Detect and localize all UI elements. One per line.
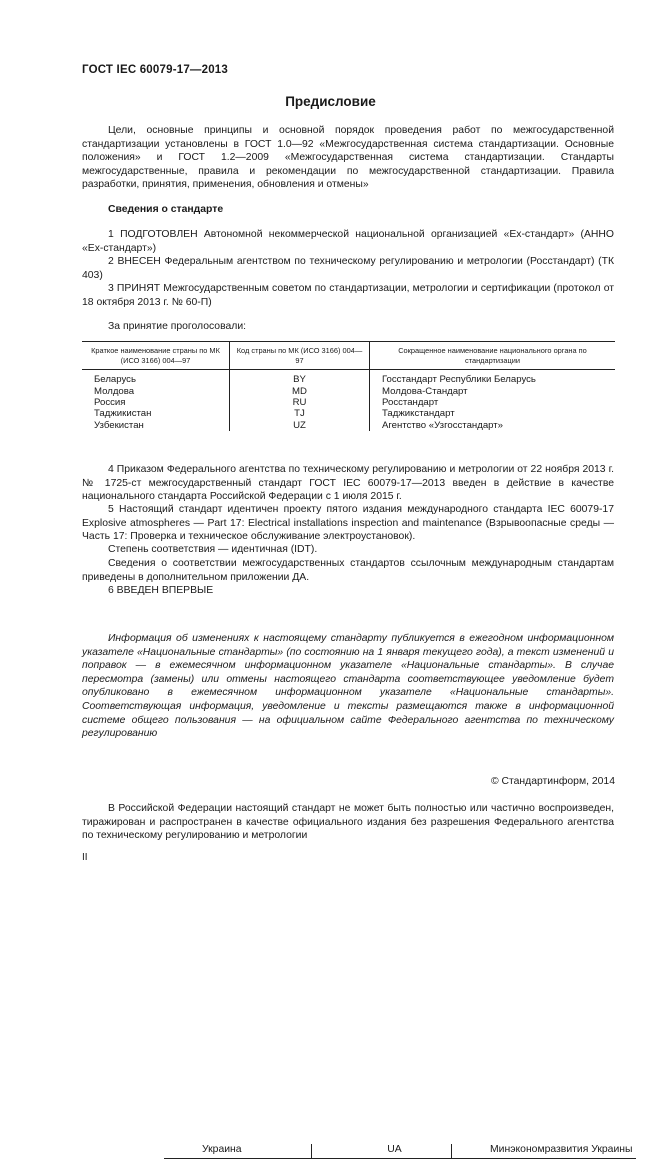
legal-notice: В Российской Федерации настоящий стандарт не может быть полностью или частично воспроизведен, тиражирован и распространен в качестве официального издания без разрешения Федерального агентства по техническому регулированию и метрологии <box>82 803 614 842</box>
references-line: Сведения о соответствии межгосударственных стандартов ссылочным международным стандартам приведены в дополнительном приложении ДА. <box>82 558 614 583</box>
body-cell: Агентство «Узгосстандарт» <box>370 420 616 431</box>
header-body: Сокращенное наименование национального органа по стандартизации <box>370 342 616 370</box>
table-row <box>82 386 615 397</box>
code-cell: UZ <box>230 420 370 431</box>
header-code: Код страны по МК (ИСО 3166) 004—97 <box>230 342 370 370</box>
table-header-row <box>82 342 615 370</box>
code-cell: TJ <box>230 408 370 419</box>
item-6: 6 ВВЕДЕН ВПЕРВЫЕ <box>108 585 214 596</box>
body-cell: Росстандарт <box>370 397 616 408</box>
country-cell: Россия <box>94 397 126 408</box>
body-cell: Госстандарт Республики Беларусь <box>370 370 616 386</box>
info-notice: Информация об изменениях к настоящему стандарту публикуется в ежегодном информационном указателе «Национальные стандарты» (по состоянию на 1 января текущего года), а текст изменений и поправок — в ежемесячном информационном указателе «Национальные стандарты». В случае пересмотра (замены) или отмены настоящего стандарта соответствующее уведомление будет опубликовано в ежемесячном информационном указателе «Национальные стандарты». Соответствующая информация, уведомление и тексты размещаются также в информационной системе общего пользования — на официальном сайте Федерального агентства по техническому регулированию <box>82 633 614 740</box>
table-row <box>82 397 615 408</box>
country-cell: Украина <box>164 1144 312 1159</box>
document-header: ГОСТ IEC 60079-17—2013 <box>82 64 228 76</box>
country-cell: Молдова <box>94 385 135 397</box>
body-cell: Минэкономразвития Украины <box>452 1144 637 1159</box>
vote-label: За принятие проголосовали: <box>108 321 247 332</box>
table-row <box>164 1144 661 1159</box>
conformity-line: Степень соответствия — идентичная (IDT). <box>108 544 318 555</box>
table-row <box>82 408 615 419</box>
item-3: 3 ПРИНЯТ Межгосударственным советом по стандартизации, метрологии и сертификации (протокол от 18 октября 2013 г. № 60-П) <box>82 283 614 308</box>
code-cell: UA <box>312 1144 452 1159</box>
country-cell: Таджикистан <box>94 408 152 420</box>
body-cell: Молдова-Стандарт <box>370 386 616 397</box>
code-cell: BY <box>230 370 370 386</box>
country-cell: Узбекистан <box>94 419 144 431</box>
page-title: Предисловие <box>285 94 376 109</box>
header-country: Краткое наименование страны по МК (ИСО 3166) 004—97 <box>82 342 230 370</box>
code-cell: RU <box>230 397 370 408</box>
table-row <box>82 420 615 431</box>
table-row <box>82 370 615 386</box>
item-5: 5 Настоящий стандарт идентичен проекту пятого издания международного стандарта IEC 60079-17 Explosive atmospheres — Part 17: Electrical installations inspection and maintenance (Взрывоопасные среды — Часть 17: Проверка и техническое обслуживание электроустановок). <box>82 504 614 543</box>
section-subheading: Сведения о стандарте <box>108 204 224 215</box>
code-cell: MD <box>230 386 370 397</box>
item-4: 4 Приказом Федерального агентства по техническому регулированию и метрологии от 22 ноября 2013 г. № 1725-ст межгосударственный стандарт ГОСТ IEC 60079-17—2013 введен в действие в качестве национального стандарта Российской Федерации с 1 июля 2015 г. <box>82 464 614 503</box>
country-cell: Беларусь <box>94 374 136 386</box>
item-2: 2 ВНЕСЕН Федеральным агентством по техническому регулированию и метрологии (Росстандарт) (ТК 403) <box>82 256 614 281</box>
page-number: II <box>82 852 88 863</box>
copyright: © Стандартинформ, 2014 <box>490 776 615 787</box>
item-1: 1 ПОДГОТОВЛЕН Автономной некоммерческой национальной организацией «Ex-стандарт» (АННО «Ex-стандарт») <box>82 229 614 254</box>
intro-paragraph: Цели, основные принципы и основной порядок проведения работ по межгосударственной стандартизации установлены в ГОСТ 1.0—92 «Межгосударственная система стандартизации. Основные положения» и ГОСТ 1.2—2009 «Межгосударственная система стандартизации. Стандарты межгосударственные, правила и рекомендации по межгосударственной стандартизации. Правила разработки, принятия, применения, обновления и отмены» <box>82 125 614 191</box>
body-cell: Таджикстандарт <box>370 408 616 419</box>
